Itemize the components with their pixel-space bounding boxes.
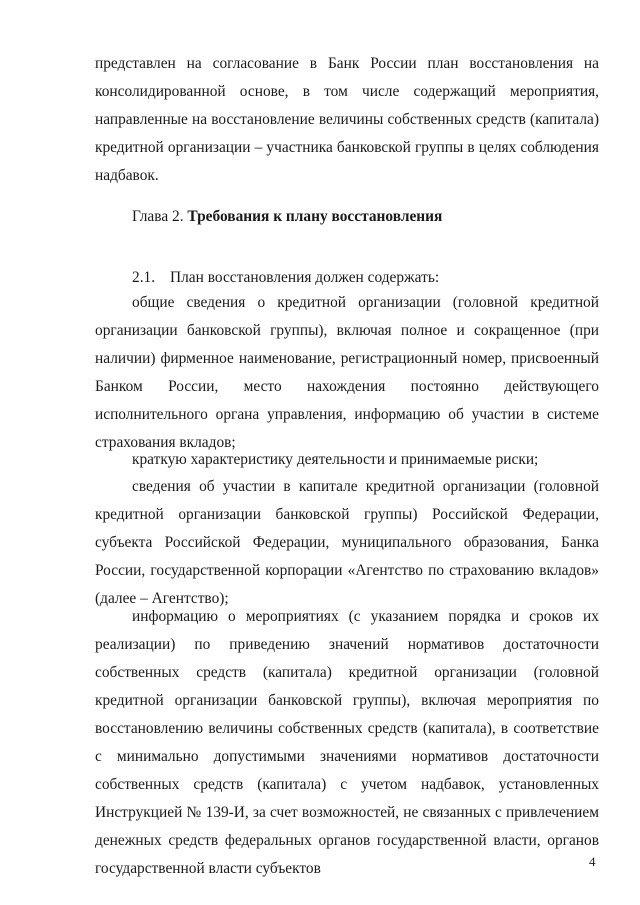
paragraph-capital-participation: сведения об участии в капитале кредитной организации (головной кредитной организации банковской группы) Российской Федерации, субъекта Российской Федерации, муниципального образования, Банка России, государственной корпорации «Агентство по страхованию вкладов» (далее – Агентство); [95, 478, 599, 607]
chapter-title: Требования к плану восстановления [187, 208, 443, 225]
paragraph-measures: информацию о мероприятиях (с указанием порядка и сроков их реализации) по приведению значений нормативов достаточности собственных средств (капитала) кредитной организации (головной кредитной организации банковской группы), включая мероприятия по восстановлению величины собственных средств (капитала), в соответствие с минимально допустимыми значениями нормативов достаточности собственных средств (капитала) с учетом надбавок, установленных Инструкцией № 139-И, за счет возможностей, не связанных с привлечением денежных средств федеральных органов государственной власти, органов государственной власти субъектов [95, 608, 599, 877]
clause-number: 2.1. [132, 269, 156, 286]
paragraph-activity: краткую характеристику деятельности и принимаемые риски; [132, 451, 539, 468]
page-number: 4 [589, 854, 596, 869]
chapter-heading [132, 203, 442, 231]
clause-2-1 [132, 264, 439, 292]
paragraph-intro: представлен на согласование в Банк России план восстановления на консолидированной основе, в том числе содержащий мероприятия, направленные на восстановление величины собственных средств (капитала) кредитной организации – участника банковской группы в целях соблюдения надбавок. [95, 55, 599, 184]
clause-text: План восстановления должен содержать: [170, 269, 440, 286]
paragraph-general-info: общие сведения о кредитной организации (головной кредитной организации банковской группы), включая полное и сокращенное (при наличии) фирменное наименование, регистрационный номер, присвоенный Банком России, место нахождения постоянно действующего исполнительного органа управления, информацию об участии в системе страхования вкладов; [95, 294, 599, 451]
chapter-prefix: Глава 2. [132, 208, 184, 225]
